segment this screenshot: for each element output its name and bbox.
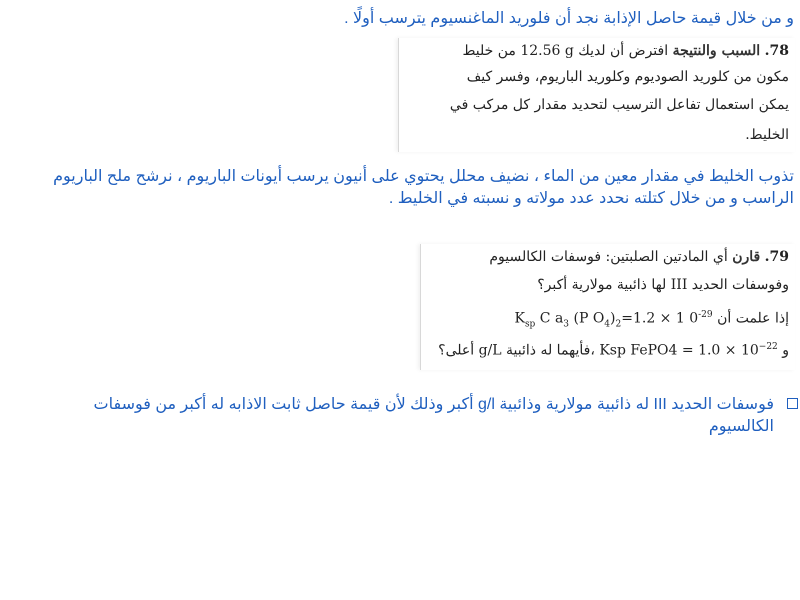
question-79-line-4 [438, 338, 789, 360]
ksp1-value: =1.2 × 1 0 [621, 310, 699, 327]
question-79-line-2: وفوسفات الحديد III لها ذائبية مولارية أكبر؟ [537, 277, 789, 293]
question-79-label: قارن [732, 249, 761, 265]
ksp1-sub: sp [524, 319, 536, 330]
question-78-line-2: مكون من كلوريد الصوديوم وكلوريد الباريوم، وفسر كيف [466, 69, 789, 85]
question-78-scan [398, 38, 795, 152]
intro-answer-text: و من خلال قيمة حاصل الإذابة نجد أن فلوريد الماغنسيوم يترسب أولًا . [344, 10, 794, 27]
question-78-line1-end: من خليط [462, 43, 516, 59]
ksp1-idx3: 2 [615, 319, 622, 330]
answer-79-text [54, 394, 774, 438]
ksp1-formula2: (P O [573, 310, 605, 327]
ksp1-formula3: ) [610, 310, 616, 327]
ksp-calcium-phosphate [514, 306, 712, 333]
ksp1-idx2: 4 [604, 319, 611, 330]
answer-79-body: فوسفات الحديد III له ذائبية مولارية وذائبية g/l أكبر وذلك لأن قيمة حاصل ثابت الاذابه له أكبر من فوسفات الكالسيوم [93, 396, 774, 435]
ksp2-value: 1.0 × 10 [698, 342, 759, 359]
question-79-line3-prefix: إذا علمت أن [717, 310, 789, 327]
question-79-line1-text: أي المادتين الصلبتين: فوسفات الكالسيوم [489, 249, 728, 265]
question-79-line-1 [489, 248, 789, 266]
question-79-line4-prefix: و [782, 342, 789, 359]
checkbox-square-icon [787, 398, 798, 409]
ksp1-label: K [514, 310, 525, 327]
question-79-number: 79. [764, 249, 789, 265]
ksp2-exp: −22 [758, 342, 778, 352]
question-78-number: 78. [764, 43, 789, 59]
question-78-line-3: يمكن استعمال تفاعل الترسيب لتحديد مقدار كل مركب في [449, 97, 789, 113]
question-79-line4-rest: ،فأيهما له ذائبية g/L أعلى؟ [438, 342, 595, 359]
ksp1-exp: -29 [698, 310, 713, 320]
question-79-line-3 [514, 306, 789, 333]
question-79-scan [420, 244, 795, 370]
question-78-label: السبب والنتيجة [672, 43, 761, 59]
question-78-line-1 [462, 42, 789, 60]
answer-78-text: تذوب الخليط في مقدار معين من الماء ، نضيف محلل يحتوي على أنيون يرسب أيونات الباريوم ، نرشح ملح الباريوم الراسب و من خلال كتلته نحدد عدد مولاته و نسبته في الخليط . [53, 168, 794, 207]
ksp-iron-phosphate [599, 338, 777, 360]
question-78-line-4: الخليط. [745, 127, 789, 143]
question-78-mass: 12.56 g [520, 43, 574, 59]
ksp1-idx1: 3 [563, 319, 570, 330]
ksp2-expr: Ksp FePO4 = [599, 342, 694, 359]
ksp1-formula: C a [539, 310, 564, 327]
question-78-line1-text: افترض أن لديك [578, 43, 669, 59]
